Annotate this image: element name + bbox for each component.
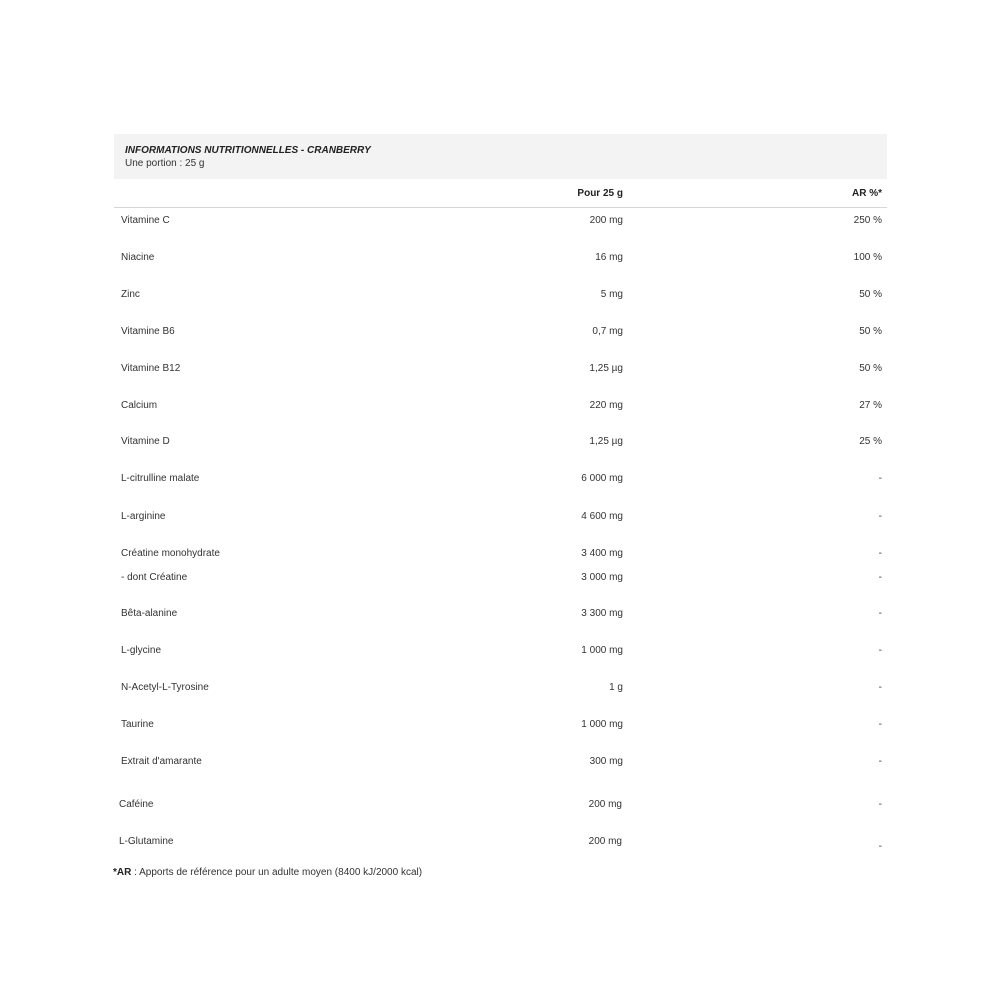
nutrient-name: L-Glutamine: [119, 836, 174, 847]
table-row: [0, 215, 1000, 229]
table-row: [0, 363, 1000, 377]
table-header-panel: [114, 134, 887, 179]
nutrient-name: L-glycine: [121, 645, 162, 656]
table-row: [0, 400, 1000, 414]
nutrient-amount: 16 mg: [595, 252, 623, 263]
nutrient-name: N-Acetyl-L-Tyrosine: [121, 682, 209, 693]
column-header-ar: AR %*: [851, 188, 882, 199]
table-row: [0, 799, 1000, 813]
nutrient-ar: -: [878, 841, 882, 852]
nutrient-name: Extrait d'amarante: [121, 756, 202, 767]
nutrient-amount: 1,25 µg: [589, 436, 623, 447]
nutrient-ar: -: [878, 608, 882, 619]
table-row: [0, 473, 1000, 487]
nutrient-amount: 6 000 mg: [581, 473, 623, 484]
nutrient-amount: 200 mg: [588, 836, 622, 847]
footnote-abbreviation: *AR: [113, 867, 132, 878]
table-row: [0, 719, 1000, 733]
nutrient-amount: 1 g: [609, 682, 623, 693]
nutrient-ar: -: [878, 511, 882, 522]
nutrient-ar: 25 %: [859, 436, 882, 447]
table-row: [0, 572, 1000, 586]
nutrient-ar: 250 %: [853, 215, 882, 226]
nutrient-ar: 27 %: [859, 400, 882, 411]
nutrient-amount: 3 400 mg: [581, 548, 623, 559]
nutrient-ar: -: [878, 799, 882, 810]
nutrient-amount: 0,7 mg: [592, 326, 623, 337]
nutrient-amount: 3 300 mg: [581, 608, 623, 619]
table-row: [0, 289, 1000, 303]
nutrient-name: Zinc: [121, 289, 140, 300]
nutrient-amount: 1 000 mg: [581, 719, 623, 730]
nutrient-amount: 3 000 mg: [581, 572, 623, 583]
nutrient-amount: 200 mg: [588, 799, 622, 810]
nutrient-amount: 1,25 µg: [589, 363, 623, 374]
nutrient-ar: -: [878, 756, 882, 767]
column-header-amount: Pour 25 g: [577, 188, 623, 199]
table-row: [0, 436, 1000, 450]
nutrient-ar: -: [878, 473, 882, 484]
table-row: [0, 608, 1000, 622]
nutrient-amount: 4 600 mg: [581, 511, 623, 522]
nutrient-name: Vitamine C: [121, 215, 170, 226]
table-row: [0, 548, 1000, 562]
nutrient-name: Créatine monohydrate: [121, 548, 220, 559]
nutrient-amount: 200 mg: [589, 215, 623, 226]
nutrient-ar: -: [878, 719, 882, 730]
nutrient-name: L-citrulline malate: [121, 473, 200, 484]
nutrient-ar: 100 %: [853, 252, 882, 263]
table-row: [0, 511, 1000, 525]
nutrient-name: L-arginine: [121, 511, 166, 522]
table-row: [0, 756, 1000, 770]
nutrient-name: Bêta-alanine: [121, 608, 178, 619]
nutrient-name: Vitamine D: [121, 436, 170, 447]
table-row: [0, 252, 1000, 266]
footnote: [113, 867, 422, 878]
nutrient-name: Caféine: [119, 799, 154, 810]
nutrient-ar: -: [878, 645, 882, 656]
nutrient-ar: 50 %: [859, 326, 882, 337]
nutrient-name: Vitamine B12: [121, 363, 181, 374]
nutrient-name: Niacine: [121, 252, 155, 263]
nutrient-ar: 50 %: [859, 363, 882, 374]
nutrient-amount: 220 mg: [589, 400, 623, 411]
table-title: INFORMATIONS NUTRITIONNELLES - CRANBERRY: [125, 145, 371, 156]
table-row: [0, 326, 1000, 340]
nutrient-name: Vitamine B6: [121, 326, 175, 337]
nutrient-ar: 50 %: [859, 289, 882, 300]
footnote-text: : Apports de référence pour un adulte moyen (8400 kJ/2000 kcal): [131, 867, 423, 878]
serving-size: Une portion : 25 g: [125, 158, 205, 169]
nutrient-amount: 300 mg: [589, 756, 623, 767]
nutrient-name: - dont Créatine: [121, 572, 188, 583]
nutrient-amount: 5 mg: [600, 289, 623, 300]
nutrient-ar: -: [878, 572, 882, 583]
nutrient-name: Calcium: [121, 400, 158, 411]
nutrient-ar: -: [878, 682, 882, 693]
table-row: [0, 645, 1000, 659]
table-row: [0, 836, 1000, 850]
header-divider: [114, 207, 887, 208]
table-row: [0, 682, 1000, 696]
nutrient-amount: 1 000 mg: [581, 645, 623, 656]
nutrient-ar: -: [878, 548, 882, 559]
nutrient-name: Taurine: [121, 719, 154, 730]
